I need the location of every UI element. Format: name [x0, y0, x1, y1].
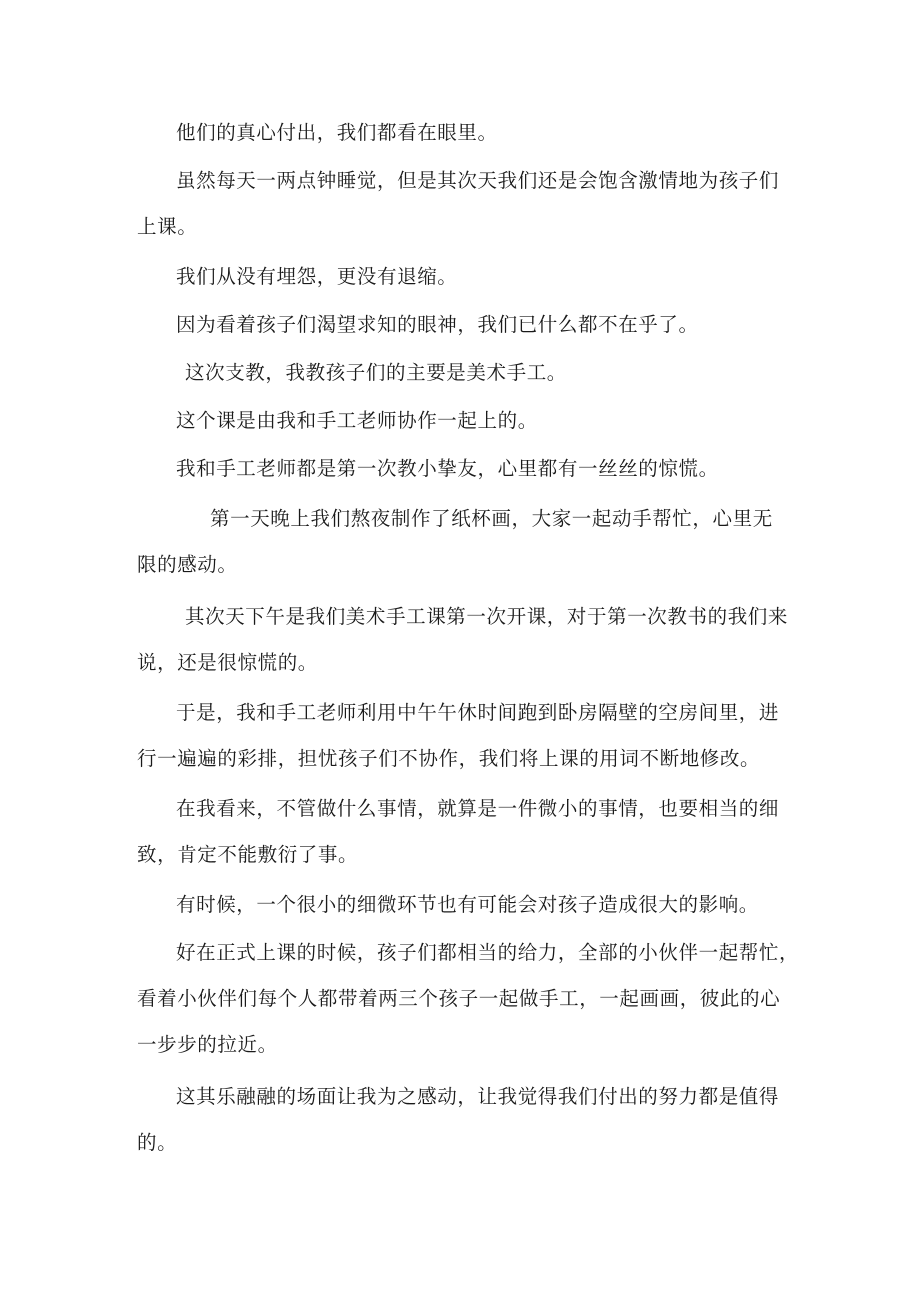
paragraph-line: 在我看来，不管做什么事情，就算是一件微小的事情，也要相当的细 [176, 797, 780, 820]
paragraph-line: 限的感动。 [137, 553, 238, 576]
paragraph-line: 第一天晚上我们熬夜制作了纸杯画，大家一起动手帮忙，心里无 [210, 507, 773, 530]
paragraph-line: 上课。 [137, 215, 198, 238]
paragraph-8 [137, 496, 785, 588]
paragraph-9 [137, 594, 789, 686]
paragraph-line: 于是，我和手工老师利用中午午休时间跑到卧房隔壁的空房间里，进 [176, 701, 780, 724]
paragraph-line: 的。 [137, 1131, 178, 1154]
paragraph-line: 说，还是很惊慌的。 [137, 651, 318, 674]
paragraph-line: 行一遍遍的彩排，担忧孩子们不协作，我们将上课的用词不断地修改。 [137, 747, 761, 770]
paragraph-line: 我们从没有埋怨，更没有退缩。 [176, 265, 458, 288]
paragraph-line: 好在正式上课的时候，孩子们都相当的给力，全部的小伙伴一起帮忙， [176, 941, 800, 964]
paragraph-11 [137, 786, 785, 878]
paragraph-line: 有时候，一个很小的细微环节也有可能会对孩子造成很大的影响。 [176, 893, 759, 916]
paragraph-line: 这个课是由我和手工老师协作一起上的。 [176, 409, 538, 432]
paragraph-line: 致，肯定不能敷衍了事。 [137, 843, 359, 866]
paragraph-2 [137, 158, 785, 250]
paragraph-3 [137, 254, 785, 300]
paragraph-line: 我和手工老师都是第一次教小挚友，心里都有一丝丝的惊慌。 [176, 457, 719, 480]
paragraph-line: 其次天下午是我们美术手工课第一次开课，对于第一次教书的我们来 [185, 605, 789, 628]
paragraph-line: 这其乐融融的场面让我为之感动，让我觉得我们付出的努力都是值得 [176, 1085, 780, 1108]
paragraph-line: 他们的真心付出，我们都看在眼里。 [176, 121, 498, 144]
paragraph-line: 虽然每天一两点钟睡觉，但是其次天我们还是会饱含激情地为孩子们 [176, 169, 780, 192]
paragraph-7 [137, 446, 785, 492]
paragraph-line: 一步步的拉近。 [137, 1033, 278, 1056]
paragraph-line: 看着小伙伴们每个人都带着两三个孩子一起做手工，一起画画，彼此的心 [137, 987, 781, 1010]
paragraph-4 [137, 302, 785, 348]
paragraph-5 [137, 350, 785, 396]
paragraph-12 [137, 882, 785, 928]
paragraph-6 [137, 398, 785, 444]
paragraph-13 [137, 930, 800, 1068]
paragraph-14 [137, 1074, 785, 1166]
paragraph-10 [137, 690, 785, 782]
paragraph-line: 因为看着孩子们渴望求知的眼神，我们已什么都不在乎了。 [176, 313, 699, 336]
paragraph-line: 这次支教，我教孩子们的主要是美术手工。 [185, 361, 567, 384]
paragraph-1 [137, 110, 785, 156]
